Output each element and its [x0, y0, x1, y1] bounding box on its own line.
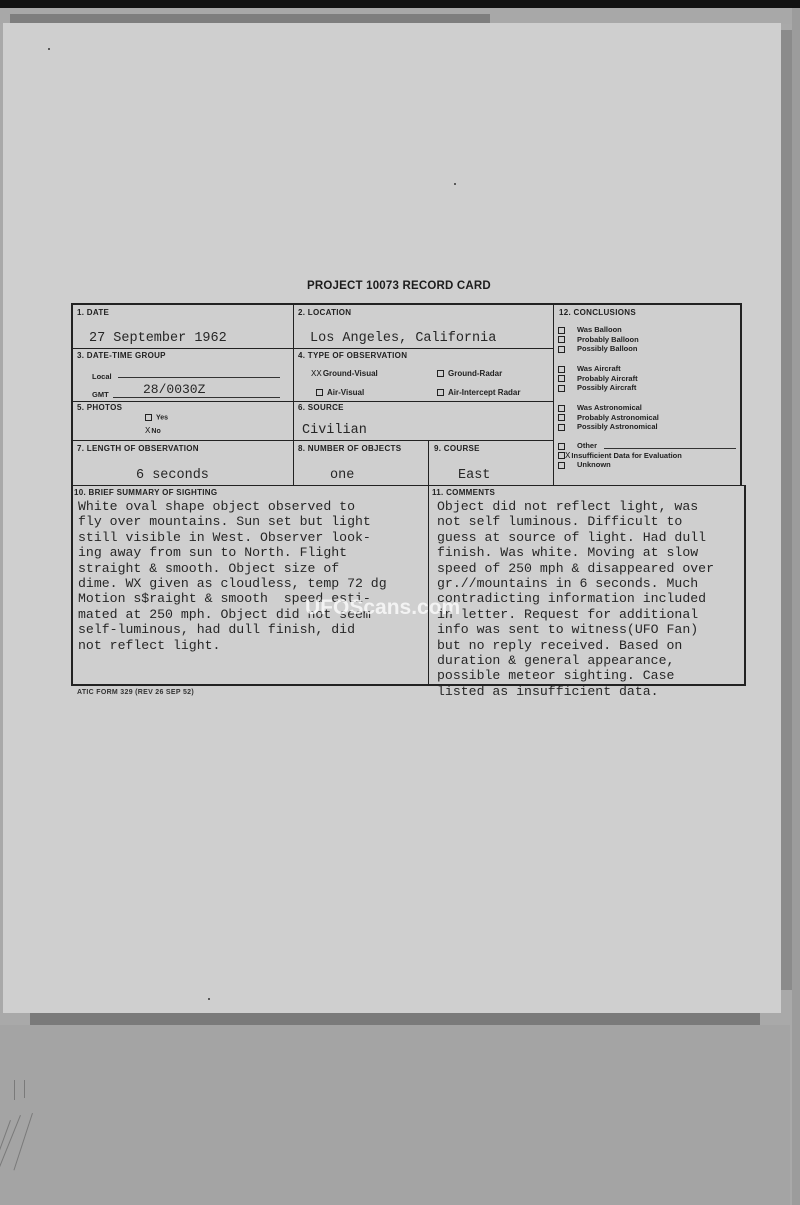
- option-air-intercept-radar[interactable]: [437, 388, 520, 397]
- option-label: No: [151, 428, 161, 435]
- checkbox-icon: [558, 336, 565, 343]
- option-label: Yes: [156, 414, 169, 422]
- option-label: Ground-Radar: [448, 369, 503, 378]
- checkbox-icon: [316, 389, 323, 396]
- column-divider-1: [293, 303, 294, 485]
- text-line: White oval shape object observed to: [78, 499, 355, 514]
- text-line: not self luminous. Difficult to: [437, 514, 683, 530]
- row-divider-3: [71, 440, 553, 441]
- option-label: Probably Astronomical: [577, 412, 659, 422]
- conclusion-option[interactable]: [558, 344, 637, 353]
- check-mark-icon: X: [145, 426, 151, 436]
- option-air-visual[interactable]: [316, 388, 364, 397]
- length-of-observation-value: 6 seconds: [136, 468, 209, 483]
- conclusions-label: 12. CONCLUSIONS: [559, 308, 636, 317]
- card-title: PROJECT 10073 RECORD CARD: [307, 280, 491, 292]
- option-photos-no[interactable]: [145, 426, 161, 436]
- film-margin-bottom: [0, 1025, 790, 1205]
- checkbox-icon: [558, 375, 565, 382]
- option-label: Possibly Balloon: [577, 344, 638, 353]
- option-label: Possibly Astronomical: [577, 422, 658, 431]
- checkbox-icon: [558, 462, 565, 469]
- row-divider-2: [71, 401, 553, 402]
- row-divider-1: [71, 348, 553, 349]
- location-label: 2. LOCATION: [298, 308, 352, 317]
- conclusion-option[interactable]: [558, 403, 642, 412]
- checkbox-icon: [558, 366, 565, 373]
- text-line: but no reply received. Based on: [437, 637, 683, 653]
- speck: [454, 183, 456, 185]
- gmt-value: 28/0030Z: [143, 382, 206, 397]
- conclusion-option[interactable]: [558, 451, 682, 461]
- source-label: 6. SOURCE: [298, 403, 344, 412]
- checkbox-icon: [437, 370, 444, 377]
- source-value: Civilian: [302, 423, 367, 438]
- summary-text: [78, 499, 387, 653]
- text-line: dime. WX given as cloudless, temp 72 dg: [78, 576, 387, 592]
- option-label: Was Aircraft: [577, 364, 621, 373]
- conclusion-option[interactable]: [558, 325, 622, 334]
- number-of-objects-value: one: [330, 468, 355, 483]
- gmt-label: GMT: [92, 390, 109, 399]
- form-border-top: [71, 303, 741, 305]
- conclusion-option[interactable]: [558, 374, 638, 383]
- text-line: finish. Was white. Moving at slow: [437, 545, 699, 561]
- option-ground-visual[interactable]: [311, 369, 378, 379]
- text-line: in letter. Request for additional: [437, 606, 699, 622]
- course-label: 9. COURSE: [434, 444, 480, 453]
- date-label: 1. DATE: [77, 308, 110, 317]
- location-value: Los Angeles, California: [310, 331, 497, 346]
- column-divider-course: [428, 440, 429, 485]
- conclusion-option[interactable]: [558, 383, 636, 392]
- text-line: contradicting information included: [437, 591, 707, 607]
- conclusion-option[interactable]: [558, 335, 639, 344]
- text-line: self-luminous, had dull finish, did: [78, 622, 355, 638]
- column-divider-comments: [428, 485, 429, 685]
- checkbox-icon: [558, 443, 565, 450]
- checkbox-icon: [558, 414, 565, 421]
- option-label: Probably Aircraft: [577, 373, 638, 383]
- film-top-edge: [0, 0, 800, 8]
- speck: [208, 998, 210, 1000]
- text-line: duration & general appearance,: [437, 653, 675, 669]
- checkbox-icon: [558, 424, 565, 431]
- row-divider-4: [71, 485, 746, 486]
- summary-label: 10. BRIEF SUMMARY OF SIGHTING: [74, 488, 218, 497]
- text-line: speed of 250 mph & disappeared over: [437, 560, 714, 576]
- checkbox-icon: [558, 385, 565, 392]
- checkbox-icon: [558, 452, 565, 459]
- conclusion-option[interactable]: [558, 441, 597, 450]
- option-label: Possibly Aircraft: [577, 383, 637, 392]
- form-border-right-upper: [740, 303, 742, 485]
- text-line: mated at 250 mph. Object did not seem: [78, 606, 371, 622]
- text-line: possible meteor sighting. Case: [437, 668, 675, 684]
- comments-text: [437, 499, 714, 699]
- conclusion-option[interactable]: [558, 413, 659, 422]
- number-of-objects-label: 8. NUMBER OF OBJECTS: [298, 444, 402, 453]
- watermark: UFOScans.com: [305, 596, 461, 619]
- option-ground-radar[interactable]: [437, 369, 502, 378]
- option-label: Air-Visual: [327, 388, 365, 397]
- local-field-line: [118, 377, 280, 378]
- text-line: gr.//mountains in 6 seconds. Much: [437, 576, 699, 592]
- text-line: guess at source of light. Had dull: [437, 529, 707, 545]
- speck: [48, 48, 50, 50]
- text-line: fly over mountains. Sun set but light: [78, 514, 371, 530]
- date-value: 27 September 1962: [89, 331, 227, 346]
- checkbox-icon: [558, 346, 565, 353]
- form-border-right-lower: [744, 485, 746, 685]
- text-line: straight & smooth. Object size of: [78, 560, 340, 576]
- conclusion-option[interactable]: [558, 364, 621, 373]
- film-bottom-band: [30, 1013, 760, 1025]
- text-line: ing away from sun to North. Flight: [78, 545, 348, 561]
- text-line: still visible in West. Observer look-: [78, 529, 371, 545]
- film-right-edge: [792, 8, 800, 1205]
- other-field-line: [604, 448, 736, 449]
- text-line: Motion s$raight & smooth speed esti-: [78, 591, 371, 607]
- conclusion-option[interactable]: [558, 460, 611, 469]
- text-line: not reflect light.: [78, 637, 221, 653]
- photos-label: 5. PHOTOS: [77, 403, 123, 412]
- option-label: Air-Intercept Radar: [448, 388, 521, 397]
- checkbox-icon: [558, 327, 565, 334]
- checkbox-icon: [558, 405, 565, 412]
- length-of-observation-label: 7. LENGTH OF OBSERVATION: [77, 444, 199, 453]
- checkbox-icon: [145, 414, 152, 421]
- option-label: Was Astronomical: [577, 403, 642, 412]
- checkbox-icon: [437, 389, 444, 396]
- type-of-observation-label: 4. TYPE OF OBSERVATION: [298, 351, 408, 360]
- gmt-field-line: [113, 397, 280, 398]
- check-mark-icon: XX: [311, 369, 322, 379]
- option-label: Ground-Visual: [322, 369, 378, 378]
- check-mark-icon: X: [565, 450, 571, 461]
- option-label: Unknown: [577, 460, 611, 469]
- text-line: listed as insufficient data.: [437, 683, 659, 699]
- column-divider-2: [553, 303, 554, 485]
- option-label: Other: [577, 441, 598, 450]
- option-label: Probably Balloon: [577, 334, 639, 344]
- comments-label: 11. COMMENTS: [432, 488, 496, 497]
- option-label: Insufficient Data for Evaluation: [571, 450, 682, 460]
- conclusion-option[interactable]: [558, 422, 658, 431]
- date-time-group-label: 3. DATE-TIME GROUP: [77, 351, 166, 360]
- option-label: Was Balloon: [577, 325, 622, 334]
- text-line: Object did not reflect light, was: [437, 499, 699, 514]
- option-photos-yes[interactable]: [145, 414, 168, 421]
- form-number: ATIC FORM 329 (REV 26 SEP 52): [77, 689, 194, 696]
- form-border-left: [71, 303, 73, 685]
- course-value: East: [458, 468, 491, 483]
- text-line: info was sent to witness(UFO Fan): [437, 622, 699, 638]
- local-label: Local: [92, 372, 112, 381]
